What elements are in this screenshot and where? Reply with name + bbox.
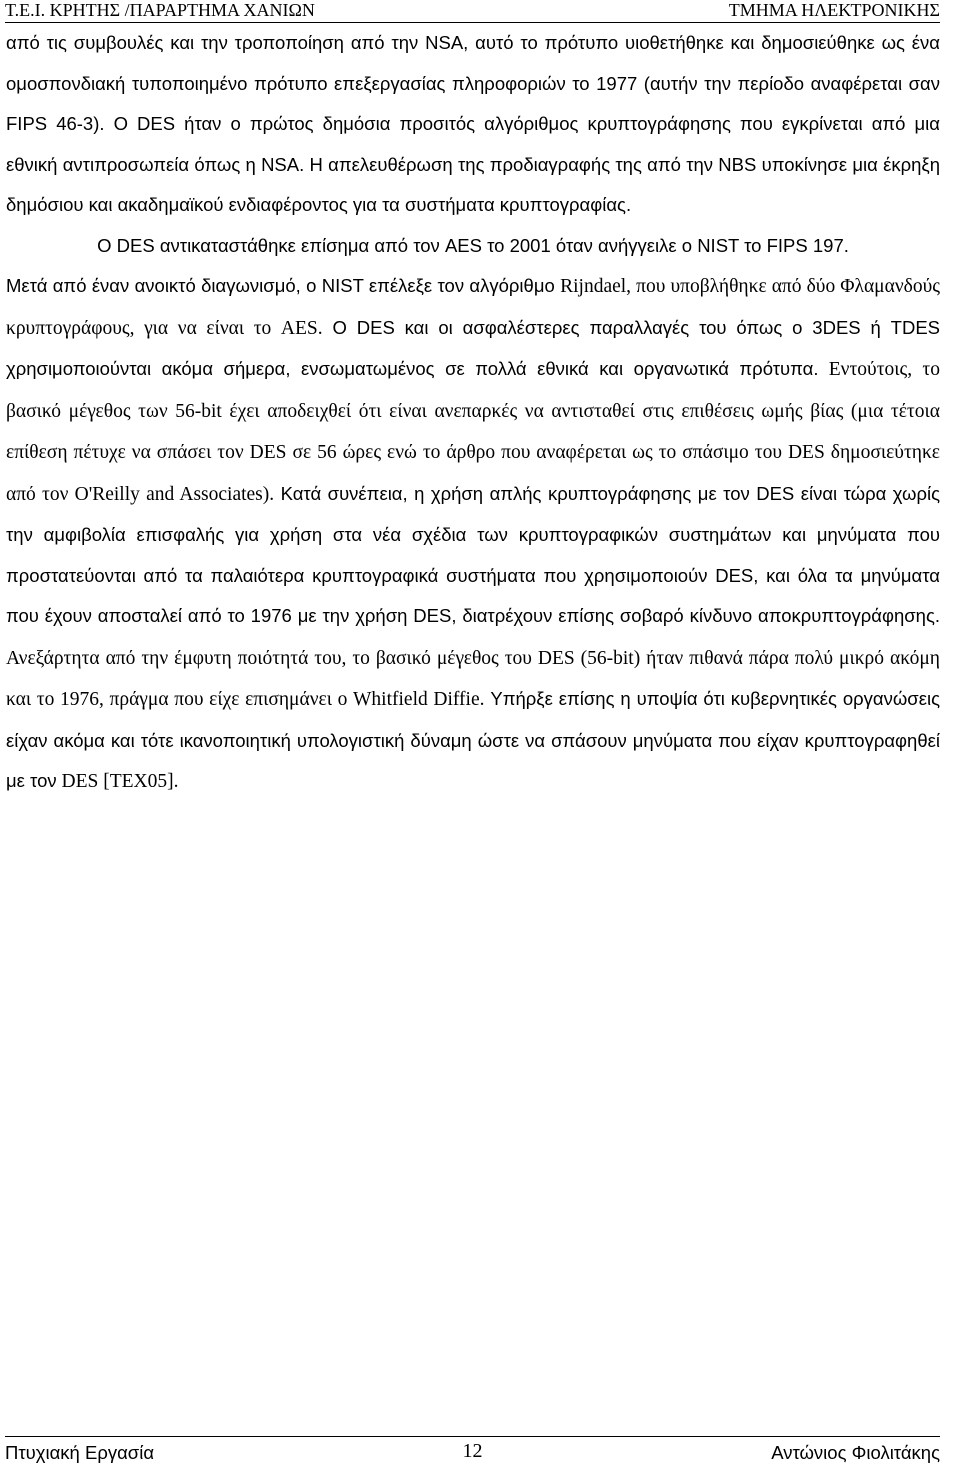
footer-document-type: Πτυχιακή Εργασία bbox=[5, 1442, 155, 1463]
header-department: ΤΜΗΜΑ ΗΛΕΚΤΡΟΝΙΚΗΣ bbox=[728, 0, 940, 20]
paragraph-3-part-b: Rijndael, που υποβλήθηκε από δύο Φλαμανδούς κρυπτογράφους, για να είναι το AES. bbox=[6, 276, 940, 339]
paragraph-3-part-c: Ο DES και οι ασφαλέστερες παραλλαγές του όπως ο 3DES ή TDES χρησιμοποιούνται ακόμα σήμερα, ενσωματωμένος σε πολλά εθνικά και οργανωτικά πρότυπα. bbox=[6, 316, 940, 379]
header-institution: Τ.Ε.Ι. ΚΡΗΤΗΣ /ΠΑΡΑΡΤΗΜΑ ΧΑΝΙΩΝ bbox=[5, 0, 315, 20]
paragraph-3-part-f: Ανεξάρτητα από την έμφυτη ποιότητά του, το βασικό μέγεθος του DES (56-bit) ήταν πιθανά πάρα πολύ μικρό ακόμη και το 1976, πράγμα που είχε επισημάνει ο Whitfield Diffie. bbox=[6, 647, 940, 710]
document-body bbox=[6, 23, 940, 803]
paragraph-3-part-h: DES [TEX05]. bbox=[56, 771, 179, 792]
paragraph-2: Ο DES αντικαταστάθηκε επίσημα από τον AES το 2001 όταν ανήγγειλε ο NIST το FIPS 197. bbox=[97, 234, 849, 256]
paragraph-3-part-e: Κατά συνέπεια, η χρήση απλής κρυπτογράφησης με τον DES είναι τώρα χωρίς την αμφιβολία επισφαλής για χρήση στα νέα σχέδια των κρυπτογραφικών συστημάτων και μηνύματα που προστατεύονται από τα παλαιότερα κρυπτογραφικά συστήματα που χρησιμοποιούν DES, και όλα τα μηνύματα που έχουν αποσταλεί από το 1976 με την χρήση DES, διατρέχουν επίσης σοβαρό κίνδυνο αποκρυπτογράφησης. bbox=[6, 482, 940, 626]
footer-author: Αντώνιος Φιολιτάκης bbox=[771, 1442, 940, 1463]
page-header bbox=[5, 0, 940, 23]
paragraph-3-part-g: Υπήρξε επίσης η υποψία ότι κυβερνητικές οργανώσεις είχαν ακόμα και τότε ικανοποιητική υπολογιστική δύναμη ώστε να σπάσουν μηνύματα που είχαν κρυπτογραφηθεί με τον bbox=[6, 688, 940, 791]
page-footer bbox=[5, 1436, 940, 1467]
paragraph-1: από τις συμβουλές και την τροποποίηση από την NSA, αυτό το πρότυπο υιοθετήθηκε και δημοσιεύθηκε ως ένα ομοσπονδιακή τυποποιημένο πρότυπο επεξεργασίας πληροφοριών το 1977 (αυτήν την περίοδο αναφέρεται σαν FIPS 46-3). Ο DES ήταν ο πρώτος δημόσια προσιτός αλγόριθμος κρυπτογράφησης που εγκρίνεται από μια εθνική αντιπροσωπεία όπως η NSA. Η απελευθέρωση της προδιαγραφής της από την NBS υποκίνησε μια έκρηξη δημόσιου και ακαδημαϊκού ενδιαφέροντος για τα συστήματα κρυπτογραφίας. bbox=[6, 32, 940, 215]
page-number: 12 bbox=[462, 1440, 483, 1462]
paragraph-3 bbox=[6, 266, 940, 803]
paragraph-3-part-d: Εντούτοις, το βασικό μέγεθος των 56-bit έχει αποδειχθεί ότι είναι ανεπαρκές να αντισταθεί στις επιθέσεις ωμής βίας (μια τέτοια επίθεση πέτυχε να σπάσει τον DES σε 56 ώρες ενώ το άρθρο που αναφέρεται ως το σπάσιμο του DES δημοσιεύτηκε από τον O'Reilly and Associates). bbox=[6, 359, 940, 505]
paragraph-3-part-a: Μετά από έναν ανοικτό διαγωνισμό, ο NIST επέλεξε τον αλγόριθμο bbox=[6, 275, 561, 296]
